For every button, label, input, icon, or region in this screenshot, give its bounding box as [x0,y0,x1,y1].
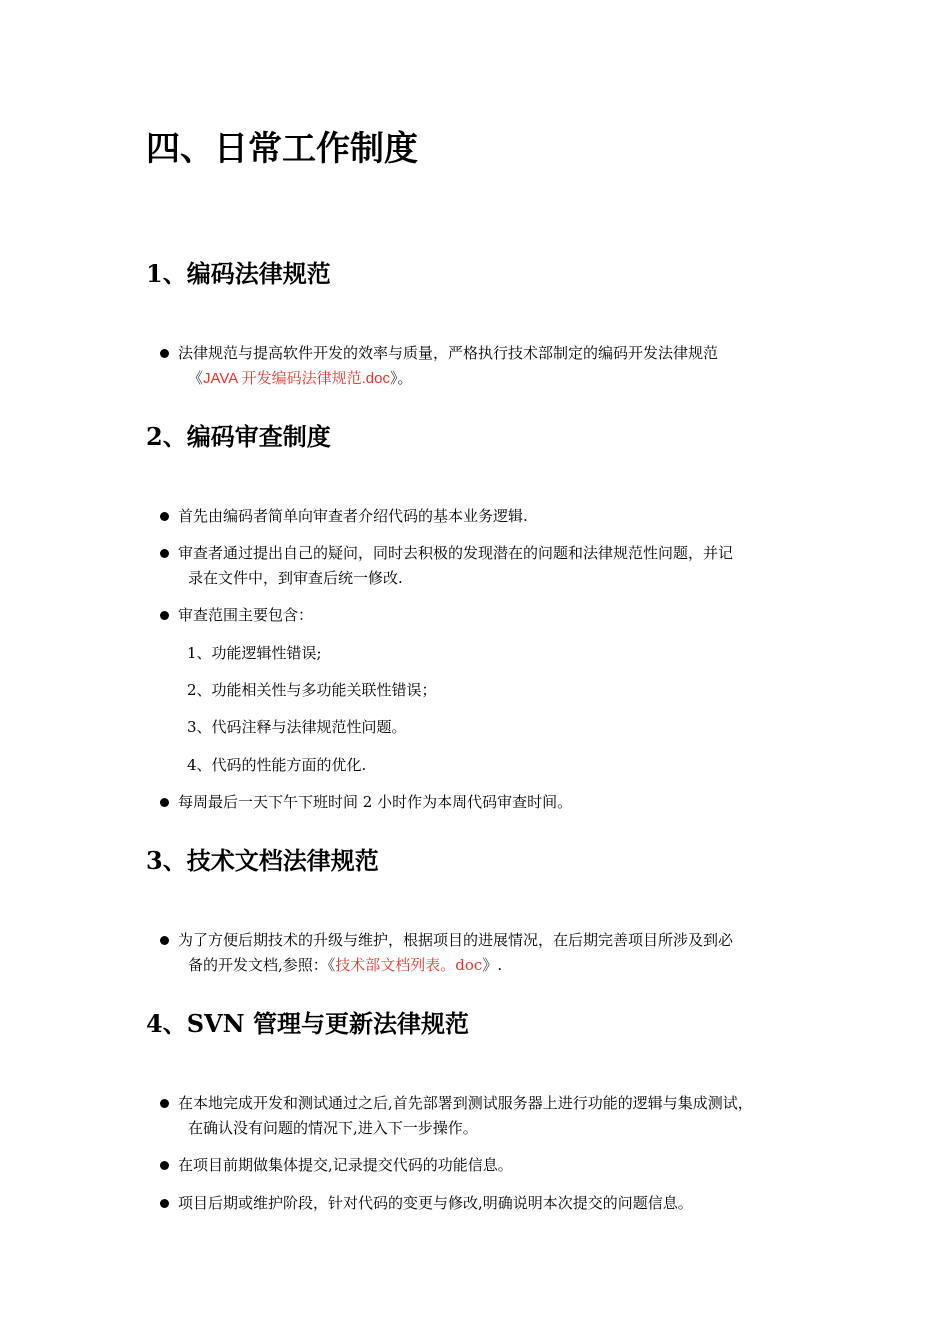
list-item-text-cont [178,366,810,391]
list-item [160,603,810,628]
list-item-text: 法律规范与提高软件开发的效率与质量，严格执行技术部制定的编码开发法律规范 [178,344,719,362]
list-item-text-cont [178,953,810,978]
list-item-text: 在项目前期做集体提交,记录提交代码的功能信息。 [178,1156,513,1174]
list-item [160,1153,810,1178]
list-item-text-cont: 录在文件中，到审查后统一修改. [188,569,403,587]
doc-link-java-coding-standard[interactable]: JAVA 开发编码法律规范.doc [203,370,390,387]
list-item [160,504,810,529]
list-item [160,1091,810,1141]
bullet-icon [160,611,169,620]
bullet-icon [160,512,169,521]
section-title-2: 2、编码审查制度 [146,422,331,451]
text-suffix: 》. [482,956,503,974]
list-item-text-cont: 在确认没有问题的情况下,进入下一步操作。 [188,1119,478,1137]
list-item-text: 为了方便后期技术的升级与维护，根据项目的进展情况，在后期完善项目所涉及到必 [178,931,734,949]
list-item-text: 审查范围主要包含： [178,606,314,624]
bullet-icon [160,1161,169,1170]
list-item-text: 项目后期或维护阶段，针对代码的变更与修改,明确说明本次提交的问题信息。 [178,1194,693,1212]
list-item [160,1191,810,1216]
bullet-icon [160,798,169,807]
list-item-text: 在本地完成开发和测试通过之后,首先部署到测试服务器上进行功能的逻辑与集成测试， [178,1094,753,1112]
sub-list-item: 2、功能相关性与多功能关联性错误； [187,681,437,699]
doc-link-tech-doc-list[interactable]: 技术部文档列表。doc [335,956,483,974]
section-title-1: 1、编码法律规范 [146,259,331,288]
text-prefix: 《 [188,369,204,387]
text-suffix: 》。 [390,369,413,387]
sub-list-item: 1、功能逻辑性错误; [187,644,322,662]
list-item [160,541,810,591]
bullet-icon [160,1099,169,1108]
list-item [160,790,810,815]
list-item-text: 每周最后一天下午下班时间 2 小时作为本周代码审查时间。 [178,793,573,811]
section-title-4: 4、SVN 管理与更新法律规范 [146,1009,469,1038]
text-prefix: 备的开发文档,参照：《 [188,956,336,974]
bullet-icon [160,549,169,558]
section-title-3: 3、技术文档法律规范 [146,846,379,875]
bullet-icon [160,349,169,358]
list-item [160,341,810,391]
sub-list-item: 3、代码注释与法律规范性问题。 [187,718,407,736]
bullet-icon [160,936,169,945]
list-item-text: 首先由编码者简单向审查者介绍代码的基本业务逻辑. [178,507,528,525]
list-item-text: 审查者通过提出自己的疑问，同时去积极的发现潜在的问题和法律规范性问题，并记 [178,544,734,562]
chapter-title: 四、日常工作制度 [146,129,418,169]
list-item [160,928,810,978]
bullet-icon [160,1199,169,1208]
sub-list-item: 4、代码的性能方面的优化. [187,756,367,774]
